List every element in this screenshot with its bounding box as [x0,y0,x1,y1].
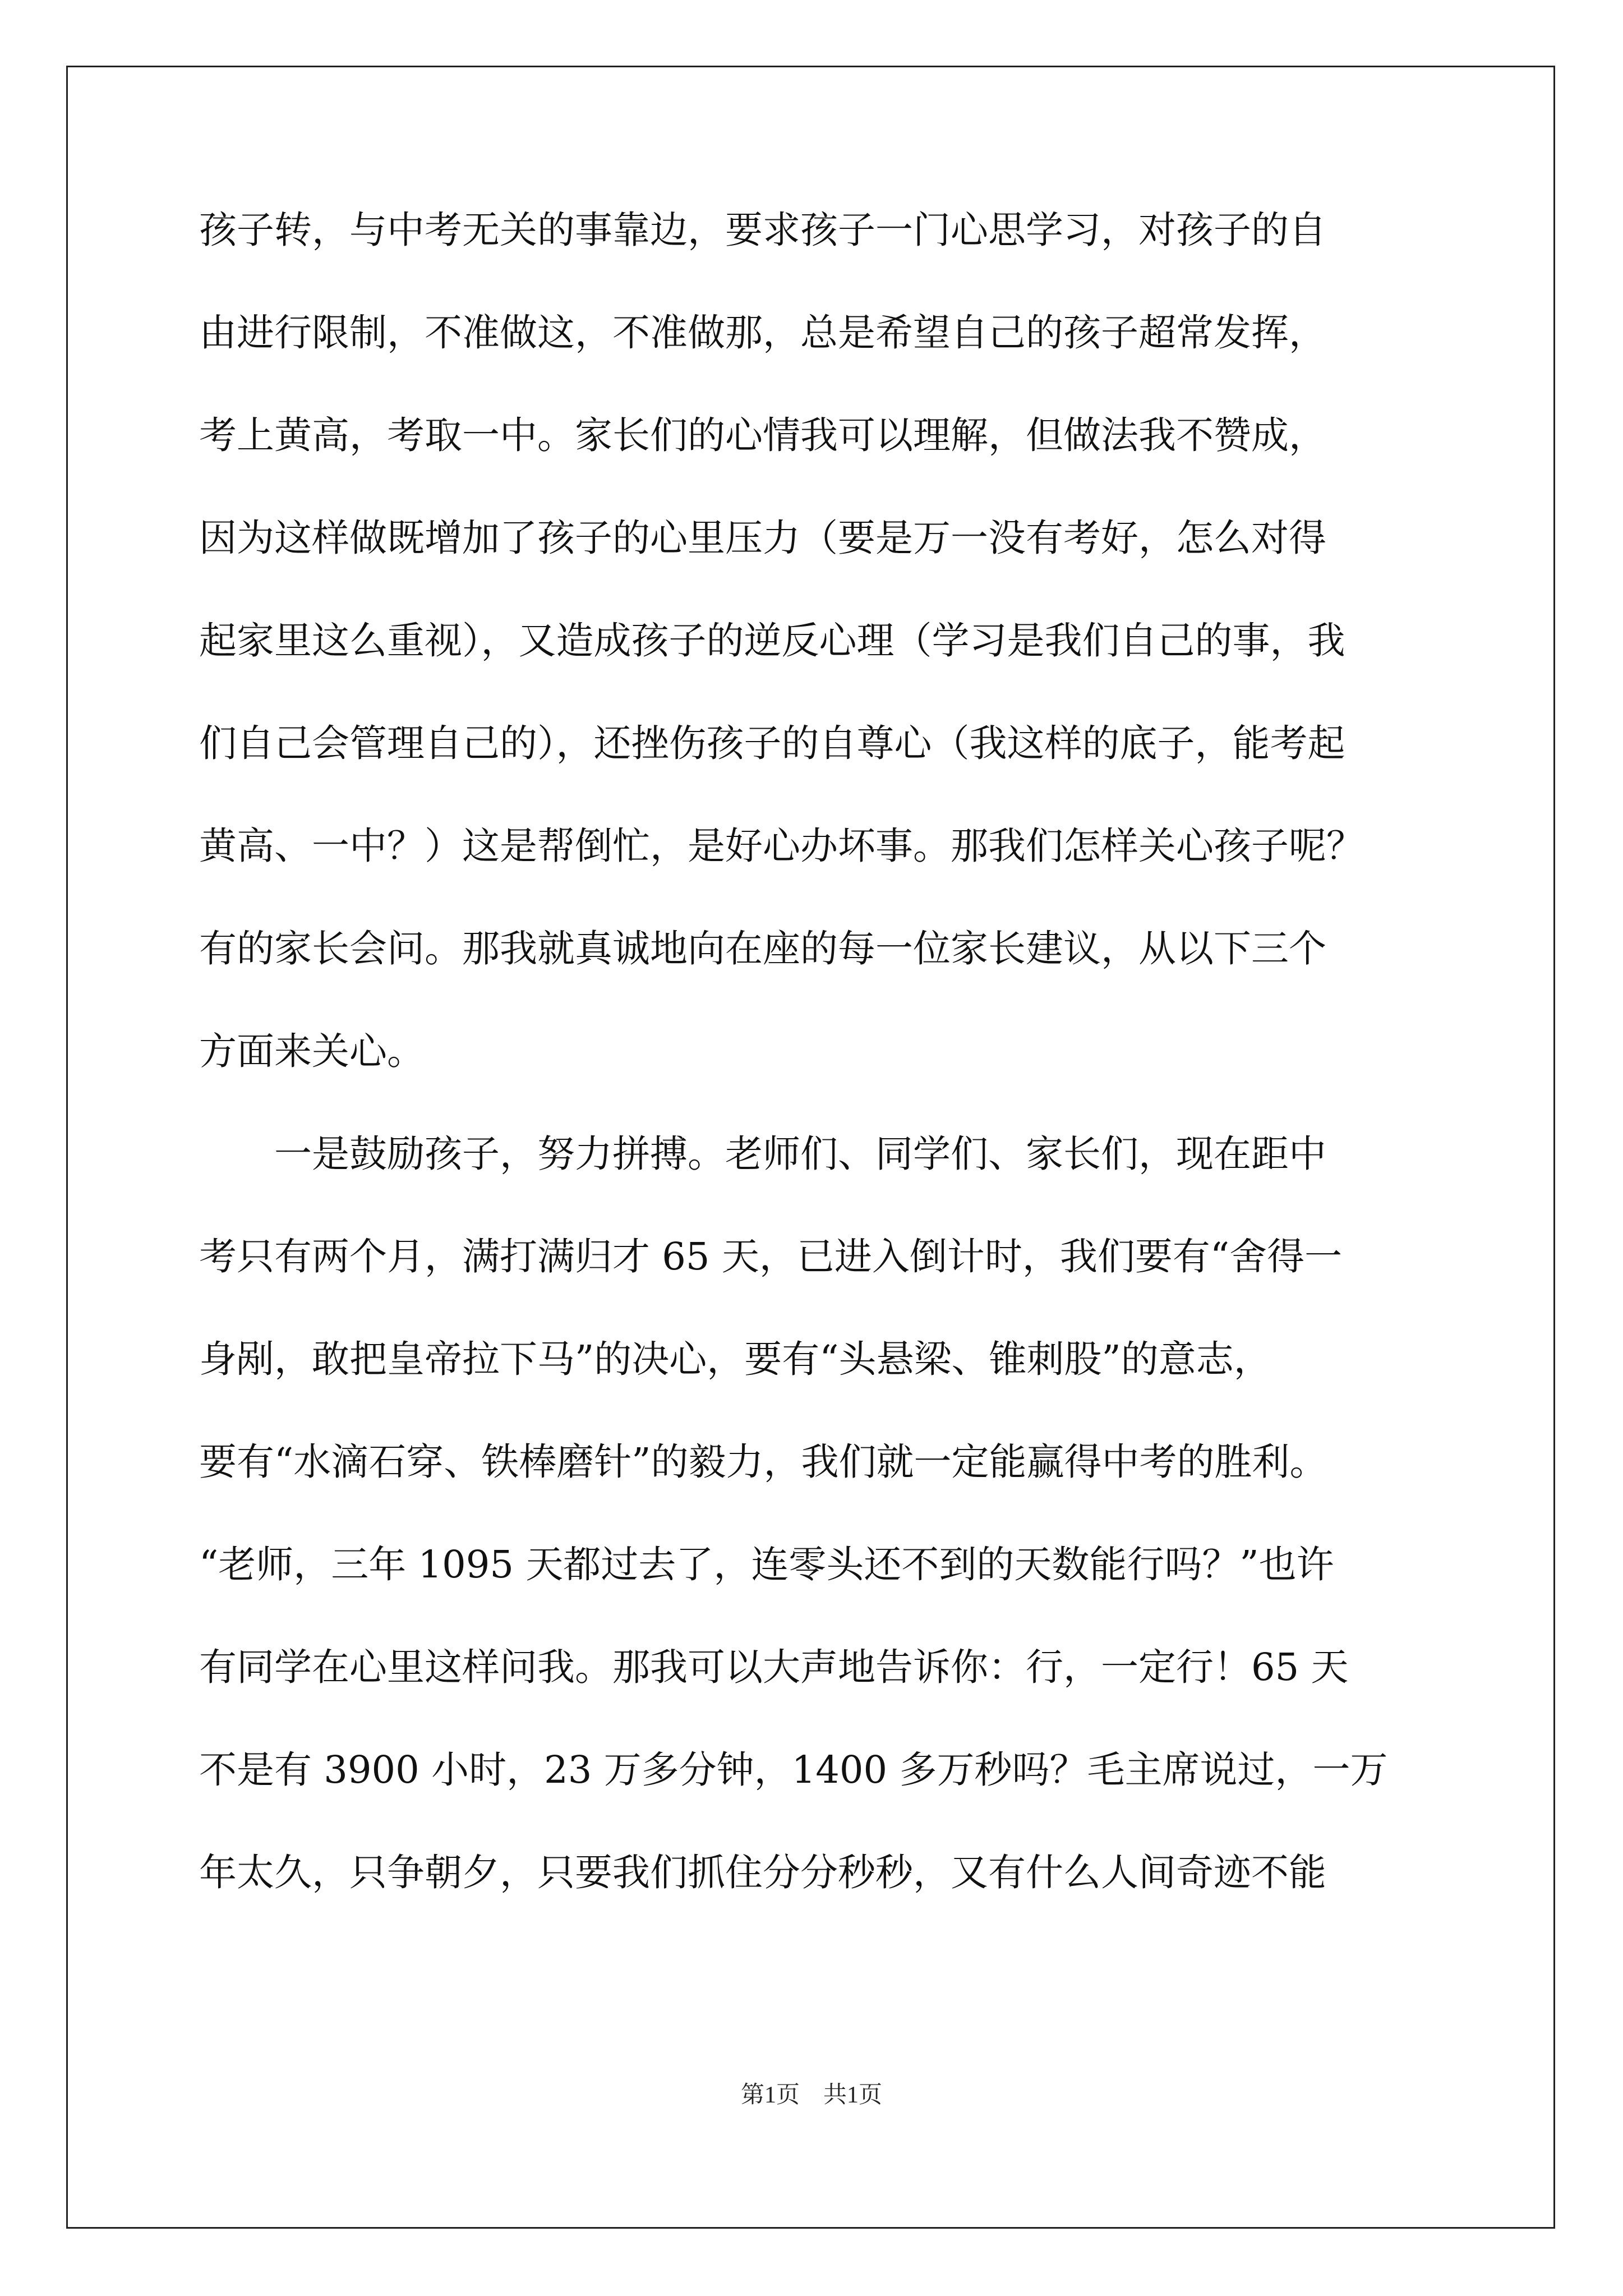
text-line: 不是有 3900 小时，23 万多分钟，1400 多万秒吗？毛主席说过，一万 [199,1748,1388,1792]
text-line: 黄高、一中？）这是帮倒忙，是好心办坏事。那我们怎样关心孩子呢？ [199,824,1364,868]
text-line: 考上黄高，考取一中。家长们的心情我可以理解，但做法我不赞成， [199,413,1326,457]
text-line: 有同学在心里这样问我。那我可以大声地告诉你：行，一定行！65 天 [199,1645,1349,1689]
text-line: 一是鼓励孩子，努力拼搏。老师们、同学们、家长们，现在距中 [199,1132,1326,1176]
text-line: 起家里这么重视），又造成孩子的逆反心理（学习是我们自己的事，我 [199,619,1345,662]
text-line: 考只有两个月，满打满归才 65 天，已进入倒计时，我们要有“舍得一 [199,1235,1343,1278]
text-line: 要有“水滴石穿、铁棒磨针”的毅力，我们就一定能赢得中考的胜利。 [199,1440,1327,1484]
text-line: 方面来关心。 [199,1029,425,1073]
text-line: 年太久，只争朝夕，只要我们抓住分分秒秒，又有什么人间奇迹不能 [199,1851,1326,1894]
text-line: 孩子转，与中考无关的事靠边，要求孩子一门心思学习，对孩子的自 [199,208,1326,252]
page-number-footer: 第1页 共1页 [740,2082,882,2108]
text-line: 们自己会管理自己的），还挫伤孩子的自尊心（我这样的底子，能考起 [199,721,1345,765]
text-line: 身剐，敢把皇帝拉下马”的决心，要有“头悬梁、锥刺股”的意志， [199,1337,1271,1381]
text-line: 由进行限制，不准做这，不准做那，总是希望自己的孩子超常发挥， [199,311,1326,355]
text-line: 有的家长会问。那我就真诚地向在座的每一位家长建议，从以下三个 [199,927,1326,970]
text-line: 因为这样做既增加了孩子的心里压力（要是万一没有考好，怎么对得 [199,516,1326,560]
text-line: “老师，三年 1095 天都过去了，连零头还不到的天数能行吗？”也许 [199,1543,1334,1586]
